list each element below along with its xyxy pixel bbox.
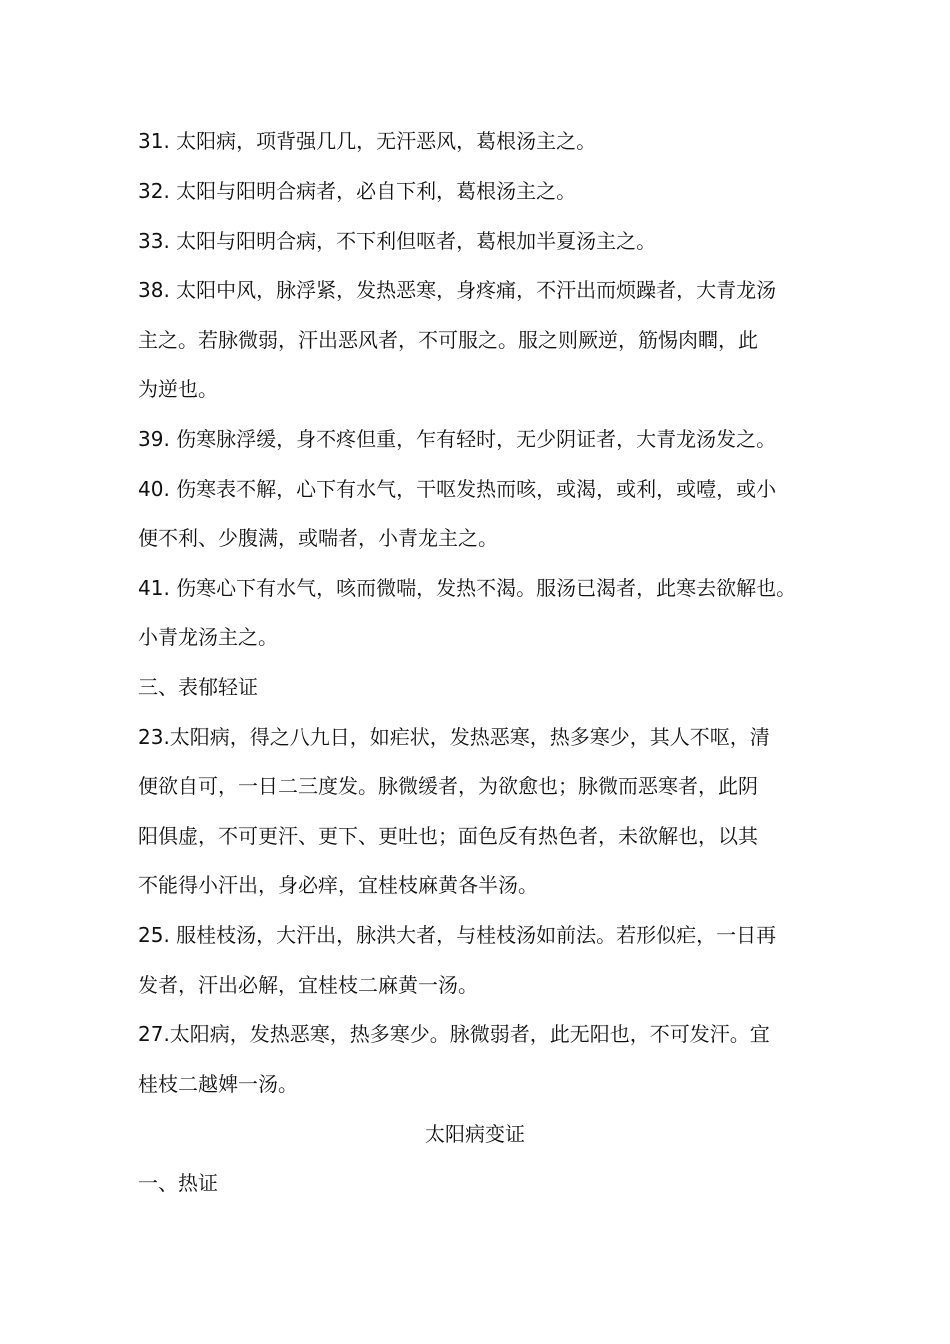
text-line: 23.太阳病，得之八九日，如疟状，发热恶寒，热多寒少，其人不呕，清 [138, 725, 770, 749]
text-line: 27.太阳病，发热恶寒，热多寒少。脉微弱者，此无阳也，不可发汗。宜 [138, 1022, 770, 1046]
text-line: 阳俱虚，不可更汗、更下、更吐也；面色反有热色者，未欲解也，以其 [138, 824, 758, 848]
text-line: 38. 太阳中风，脉浮紧，发热恶寒，身疼痛，不汗出而烦躁者，大青龙汤 [138, 278, 777, 302]
text-line: 小青龙汤主之。 [138, 625, 278, 649]
subsection-heading: 一、热证 [138, 1171, 218, 1195]
chapter-title: 太阳病变证 [425, 1122, 525, 1146]
text-line: 主之。若脉微弱，汗出恶风者，不可服之。服之则厥逆，筋惕肉瞤，此 [138, 328, 758, 352]
section-heading: 三、表郁轻证 [138, 675, 258, 699]
text-line: 33. 太阳与阳明合病，不下利但呕者，葛根加半夏汤主之。 [138, 229, 657, 253]
text-line: 便欲自可，一日二三度发。脉微缓者，为欲愈也；脉微而恶寒者，此阴 [138, 774, 758, 798]
text-line: 25. 服桂枝汤，大汗出，脉洪大者，与桂枝汤如前法。若形似疟，一日再 [138, 923, 777, 947]
text-line: 不能得小汗出，身必痒，宜桂枝麻黄各半汤。 [138, 873, 538, 897]
text-line: 39. 伤寒脉浮缓，身不疼但重，乍有轻时，无少阴证者，大青龙汤发之。 [138, 427, 777, 451]
text-line: 发者，汗出必解，宜桂枝二麻黄一汤。 [138, 973, 478, 997]
text-line: 为逆也。 [138, 377, 218, 401]
text-line: 32. 太阳与阳明合病者，必自下利，葛根汤主之。 [138, 179, 577, 203]
text-line: 41. 伤寒心下有水气，咳而微喘，发热不渴。服汤已渴者，此寒去欲解也。 [138, 576, 797, 600]
text-line: 31. 太阳病，项背强几几，无汗恶风，葛根汤主之。 [138, 129, 597, 153]
text-line: 便不利、少腹满，或喘者，小青龙主之。 [138, 526, 498, 550]
text-line: 桂枝二越婢一汤。 [138, 1072, 298, 1096]
text-line: 40. 伤寒表不解，心下有水气，干呕发热而咳，或渴，或利，或噎，或小 [138, 477, 777, 501]
